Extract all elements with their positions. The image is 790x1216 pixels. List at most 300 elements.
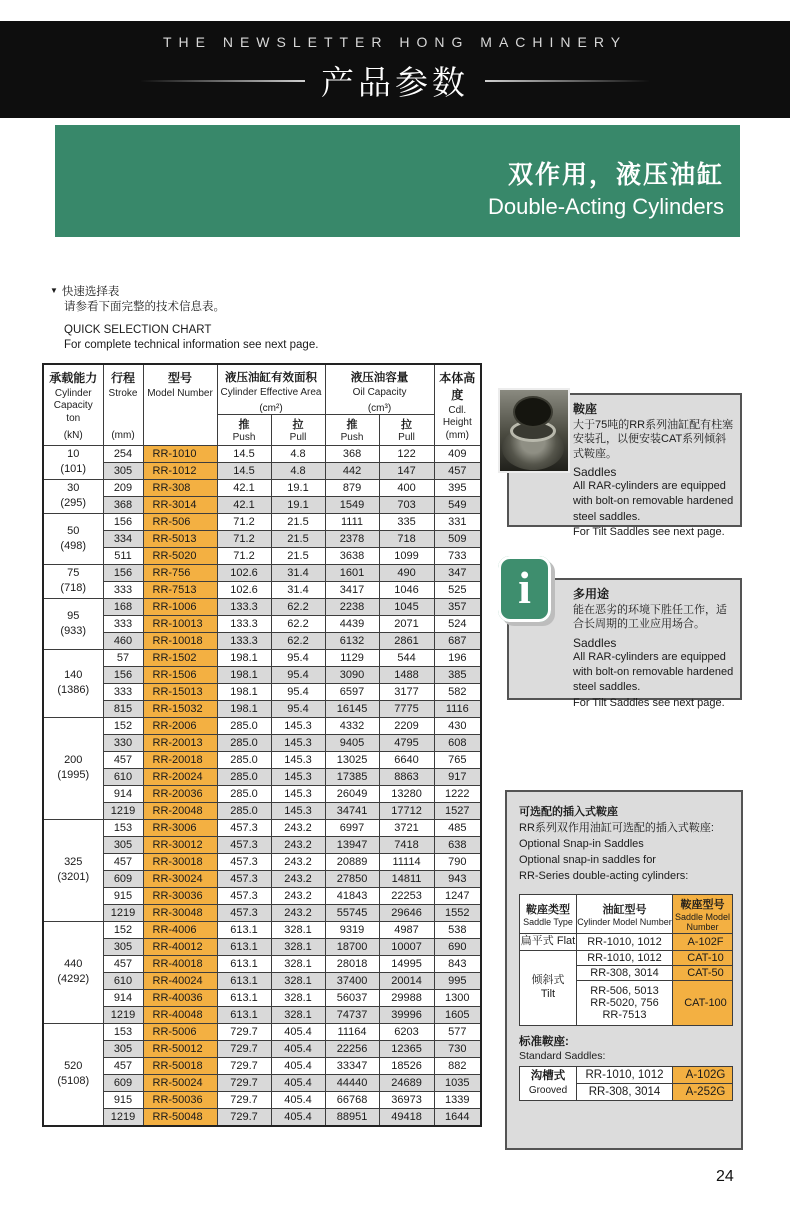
stroke-cell: 333	[103, 615, 143, 632]
oil-pull-cell: 1099	[379, 547, 434, 564]
saddle-type-cell: 倾斜式 Tilt	[520, 951, 577, 1026]
area-push-cell: 102.6	[217, 564, 271, 581]
height-cell: 524	[434, 615, 481, 632]
area-pull-cell: 19.1	[271, 479, 325, 496]
area-push-cell: 198.1	[217, 683, 271, 700]
area-push-cell: 457.3	[217, 853, 271, 870]
model-cell: RR-20018	[143, 751, 217, 768]
table-row	[43, 1006, 481, 1023]
area-push-cell: 729.7	[217, 1057, 271, 1074]
stroke-cell: 511	[103, 547, 143, 564]
oil-push-cell: 34741	[325, 802, 379, 819]
stroke-cell: 305	[103, 836, 143, 853]
area-push-cell: 198.1	[217, 700, 271, 717]
area-pull-cell: 21.5	[271, 547, 325, 564]
model-cell: RR-308	[143, 479, 217, 496]
area-push-cell: 457.3	[217, 836, 271, 853]
stroke-cell: 334	[103, 530, 143, 547]
model-cell: RR-5020	[143, 547, 217, 564]
oil-pull-cell: 14811	[379, 870, 434, 887]
area-push-cell: 285.0	[217, 717, 271, 734]
area-pull-cell: 145.3	[271, 717, 325, 734]
height-cell: 395	[434, 479, 481, 496]
cylinder-model-cell: RR-308, 3014	[577, 966, 673, 981]
model-cell: RR-20013	[143, 734, 217, 751]
table-row	[43, 887, 481, 904]
oil-pull-cell: 6640	[379, 751, 434, 768]
subheader-area-push: 推 Push	[217, 414, 271, 445]
oil-pull-cell: 7775	[379, 700, 434, 717]
height-cell: 733	[434, 547, 481, 564]
oil-pull-cell: 13280	[379, 785, 434, 802]
height-cell: 331	[434, 513, 481, 530]
model-cell: RR-10013	[143, 615, 217, 632]
oil-push-cell: 18700	[325, 938, 379, 955]
area-push-cell: 198.1	[217, 649, 271, 666]
table-row	[43, 1040, 481, 1057]
title-rule-right	[485, 80, 650, 82]
capacity-cell: 520 (5108)	[43, 1023, 103, 1126]
table-row	[43, 700, 481, 717]
stroke-cell: 609	[103, 870, 143, 887]
table-row	[43, 904, 481, 921]
area-pull-cell: 243.2	[271, 904, 325, 921]
height-cell: 1035	[434, 1074, 481, 1091]
height-cell: 917	[434, 768, 481, 785]
area-pull-cell: 95.4	[271, 649, 325, 666]
area-push-cell: 729.7	[217, 1091, 271, 1108]
oil-push-cell: 4439	[325, 615, 379, 632]
oil-push-cell: 17385	[325, 768, 379, 785]
stroke-cell: 330	[103, 734, 143, 751]
model-cell: RR-50024	[143, 1074, 217, 1091]
capacity-cell: 140 (1386)	[43, 649, 103, 717]
table-row	[43, 1091, 481, 1108]
oil-push-cell: 879	[325, 479, 379, 496]
col-header-height: 本体高度 Cdl. Height (mm)	[434, 364, 481, 445]
standard-saddles-table	[519, 1066, 733, 1101]
area-push-cell: 14.5	[217, 462, 271, 479]
stroke-cell: 254	[103, 445, 143, 462]
grooved-type-cell: 沟槽式 Grooved	[520, 1066, 577, 1100]
area-push-cell: 42.1	[217, 496, 271, 513]
oil-push-cell: 2238	[325, 598, 379, 615]
height-cell: 687	[434, 632, 481, 649]
stroke-cell: 156	[103, 666, 143, 683]
area-push-cell: 613.1	[217, 938, 271, 955]
stroke-cell: 333	[103, 683, 143, 700]
table-row	[43, 870, 481, 887]
oil-pull-cell: 544	[379, 649, 434, 666]
oil-pull-cell: 4795	[379, 734, 434, 751]
oil-push-cell: 3417	[325, 581, 379, 598]
oil-push-cell: 13947	[325, 836, 379, 853]
col-header-area: 液压油缸有效面积 Cylinder Effective Area (cm²)	[217, 364, 325, 414]
area-push-cell: 729.7	[217, 1040, 271, 1057]
saddle-table-row	[520, 951, 733, 966]
model-cell: RR-5006	[143, 1023, 217, 1040]
model-cell: RR-1010	[143, 445, 217, 462]
table-row	[43, 836, 481, 853]
saddle-type-cell: 扁平式 Flat	[520, 934, 577, 951]
info-en-title: Saddles	[573, 635, 617, 650]
title-rule-left	[140, 80, 305, 82]
table-row	[43, 921, 481, 938]
oil-push-cell: 6997	[325, 819, 379, 836]
area-push-cell: 42.1	[217, 479, 271, 496]
model-cell: RR-15032	[143, 700, 217, 717]
quick-selection-table	[42, 363, 482, 1127]
grooved-saddle-cell: A-252G	[673, 1083, 733, 1100]
area-pull-cell: 328.1	[271, 955, 325, 972]
standard-zh: 标准鞍座:	[519, 1036, 569, 1049]
table-row	[43, 547, 481, 564]
model-cell: RR-40024	[143, 972, 217, 989]
height-cell: 730	[434, 1040, 481, 1057]
page-number: 24	[716, 1168, 734, 1185]
oil-push-cell: 22256	[325, 1040, 379, 1057]
area-push-cell: 71.2	[217, 547, 271, 564]
area-pull-cell: 95.4	[271, 700, 325, 717]
area-pull-cell: 405.4	[271, 1091, 325, 1108]
intro-en-title: QUICK SELECTION CHART	[64, 323, 212, 336]
intro-block	[50, 285, 318, 353]
oil-pull-cell: 7418	[379, 836, 434, 853]
area-pull-cell: 145.3	[271, 785, 325, 802]
stroke-cell: 333	[103, 581, 143, 598]
model-cell: RR-20048	[143, 802, 217, 819]
oil-pull-cell: 2071	[379, 615, 434, 632]
capacity-cell: 325 (3201)	[43, 819, 103, 921]
oil-pull-cell: 10007	[379, 938, 434, 955]
area-push-cell: 613.1	[217, 921, 271, 938]
standard-en: Standard Saddles:	[519, 1050, 606, 1063]
saddle-model-cell: CAT-50	[673, 966, 733, 981]
area-pull-cell: 405.4	[271, 1108, 325, 1126]
oil-push-cell: 9319	[325, 921, 379, 938]
height-cell: 549	[434, 496, 481, 513]
area-pull-cell: 145.3	[271, 734, 325, 751]
capacity-cell: 75 (718)	[43, 564, 103, 598]
table-row	[43, 462, 481, 479]
table-row	[43, 768, 481, 785]
height-cell: 457	[434, 462, 481, 479]
stroke-cell: 914	[103, 785, 143, 802]
oil-pull-cell: 14995	[379, 955, 434, 972]
grooved-model-cell: RR-308, 3014	[577, 1083, 673, 1100]
area-pull-cell: 328.1	[271, 989, 325, 1006]
oil-push-cell: 9405	[325, 734, 379, 751]
saddle-photo-cap	[513, 396, 553, 428]
optional-saddles-panel	[505, 790, 743, 1150]
stroke-cell: 57	[103, 649, 143, 666]
table-row	[43, 989, 481, 1006]
grooved-table-row	[520, 1066, 733, 1083]
table-row	[43, 479, 481, 496]
table-row	[43, 802, 481, 819]
stroke-cell: 609	[103, 1074, 143, 1091]
table-row	[43, 751, 481, 768]
area-push-cell: 133.3	[217, 615, 271, 632]
height-cell: 1222	[434, 785, 481, 802]
model-cell: RR-20024	[143, 768, 217, 785]
oil-push-cell: 56037	[325, 989, 379, 1006]
triangle-marker-icon: ▼	[50, 286, 58, 295]
optional-en-line2: Optional snap-in saddles for	[519, 853, 656, 866]
model-cell: RR-30024	[143, 870, 217, 887]
area-pull-cell: 405.4	[271, 1057, 325, 1074]
area-pull-cell: 328.1	[271, 938, 325, 955]
height-cell: 882	[434, 1057, 481, 1074]
oil-push-cell: 1549	[325, 496, 379, 513]
area-push-cell: 285.0	[217, 802, 271, 819]
oil-push-cell: 3638	[325, 547, 379, 564]
optional-en-line3: RR-Series double-acting cylinders:	[519, 869, 689, 882]
saddles-en-body: All RAR-cylinders are equipped with bolt-on removable hardened steel saddles.	[573, 479, 734, 523]
area-pull-cell: 4.8	[271, 445, 325, 462]
area-pull-cell: 405.4	[271, 1040, 325, 1057]
oil-push-cell: 28018	[325, 955, 379, 972]
height-cell: 995	[434, 972, 481, 989]
oil-pull-cell: 17712	[379, 802, 434, 819]
subheader-oil-push: 推 Push	[325, 414, 379, 445]
newsletter-line: THE NEWSLETTER HONG MACHINERY	[162, 34, 628, 50]
model-cell: RR-15013	[143, 683, 217, 700]
area-pull-cell: 328.1	[271, 921, 325, 938]
height-cell: 525	[434, 581, 481, 598]
saddles-zh-text: 大于75吨的RR系列油缸配有柱塞安装孔，以便安装CAT系列倾斜式鞍座。	[573, 419, 734, 460]
stroke-cell: 1219	[103, 802, 143, 819]
saddle-col-type: 鞍座类型 Saddle Type	[520, 894, 577, 934]
oil-push-cell: 6597	[325, 683, 379, 700]
capacity-cell: 200 (1995)	[43, 717, 103, 819]
table-row	[43, 853, 481, 870]
area-pull-cell: 243.2	[271, 870, 325, 887]
stroke-cell: 368	[103, 496, 143, 513]
height-cell: 430	[434, 717, 481, 734]
optional-zh-line2: RR系列双作用油缸可选配的插入式鞍座:	[519, 821, 714, 834]
area-push-cell: 133.3	[217, 598, 271, 615]
oil-pull-cell: 703	[379, 496, 434, 513]
area-push-cell: 285.0	[217, 751, 271, 768]
area-pull-cell: 21.5	[271, 530, 325, 547]
model-cell: RR-30036	[143, 887, 217, 904]
stroke-cell: 152	[103, 921, 143, 938]
model-cell: RR-10018	[143, 632, 217, 649]
stroke-cell: 457	[103, 955, 143, 972]
area-push-cell: 71.2	[217, 530, 271, 547]
height-cell: 1339	[434, 1091, 481, 1108]
area-push-cell: 14.5	[217, 445, 271, 462]
banner-title-en: Double-Acting Cylinders	[488, 194, 724, 219]
oil-push-cell: 16145	[325, 700, 379, 717]
area-push-cell: 729.7	[217, 1074, 271, 1091]
model-cell: RR-7513	[143, 581, 217, 598]
table-row	[43, 598, 481, 615]
table-row	[43, 1108, 481, 1126]
area-pull-cell: 243.2	[271, 887, 325, 904]
saddle-col-model: 油缸型号 Cylinder Model Number	[577, 894, 673, 934]
oil-push-cell: 27850	[325, 870, 379, 887]
oil-push-cell: 11164	[325, 1023, 379, 1040]
oil-pull-cell: 12365	[379, 1040, 434, 1057]
stroke-cell: 305	[103, 1040, 143, 1057]
oil-pull-cell: 122	[379, 445, 434, 462]
grooved-saddle-cell: A-102G	[673, 1066, 733, 1083]
model-cell: RR-50018	[143, 1057, 217, 1074]
cylinder-model-cell: RR-506, 5013 RR-5020, 756 RR-7513	[577, 981, 673, 1026]
oil-push-cell: 37400	[325, 972, 379, 989]
oil-pull-cell: 29646	[379, 904, 434, 921]
stroke-cell: 914	[103, 989, 143, 1006]
area-push-cell: 729.7	[217, 1023, 271, 1040]
saddles-en-title: Saddles	[573, 464, 617, 479]
area-push-cell: 457.3	[217, 870, 271, 887]
area-pull-cell: 95.4	[271, 683, 325, 700]
oil-pull-cell: 20014	[379, 972, 434, 989]
area-pull-cell: 62.2	[271, 598, 325, 615]
stroke-cell: 152	[103, 717, 143, 734]
area-push-cell: 133.3	[217, 632, 271, 649]
table-row	[43, 445, 481, 462]
oil-pull-cell: 49418	[379, 1108, 434, 1126]
model-cell: RR-30048	[143, 904, 217, 921]
area-push-cell: 285.0	[217, 768, 271, 785]
model-cell: RR-30012	[143, 836, 217, 853]
model-cell: RR-40048	[143, 1006, 217, 1023]
model-cell: RR-3014	[143, 496, 217, 513]
table-row	[43, 955, 481, 972]
height-cell: 1552	[434, 904, 481, 921]
table-row	[43, 785, 481, 802]
oil-push-cell: 3090	[325, 666, 379, 683]
height-cell: 690	[434, 938, 481, 955]
saddle-selection-table	[519, 894, 733, 1026]
oil-pull-cell: 3721	[379, 819, 434, 836]
height-cell: 1300	[434, 989, 481, 1006]
table-row	[43, 938, 481, 955]
cylinder-model-cell: RR-1010, 1012	[577, 934, 673, 951]
model-cell: RR-1006	[143, 598, 217, 615]
area-pull-cell: 243.2	[271, 819, 325, 836]
oil-pull-cell: 4987	[379, 921, 434, 938]
area-push-cell: 285.0	[217, 785, 271, 802]
table-row	[43, 734, 481, 751]
stroke-cell: 457	[103, 1057, 143, 1074]
oil-push-cell: 66768	[325, 1091, 379, 1108]
model-cell: RR-40036	[143, 989, 217, 1006]
height-cell: 943	[434, 870, 481, 887]
masthead-title-row	[0, 57, 790, 104]
info-icon-glyph: i	[518, 562, 531, 613]
model-cell: RR-756	[143, 564, 217, 581]
table-row	[43, 1057, 481, 1074]
area-pull-cell: 95.4	[271, 666, 325, 683]
col-header-model: 型号 Model Number	[143, 364, 217, 445]
area-push-cell: 613.1	[217, 1006, 271, 1023]
height-cell: 385	[434, 666, 481, 683]
oil-push-cell: 6132	[325, 632, 379, 649]
model-cell: RR-1012	[143, 462, 217, 479]
oil-push-cell: 1111	[325, 513, 379, 530]
height-cell: 790	[434, 853, 481, 870]
oil-pull-cell: 718	[379, 530, 434, 547]
table-row	[43, 666, 481, 683]
table-row	[43, 632, 481, 649]
area-pull-cell: 62.2	[271, 632, 325, 649]
oil-pull-cell: 1045	[379, 598, 434, 615]
saddle-table-row	[520, 934, 733, 951]
area-push-cell: 457.3	[217, 904, 271, 921]
model-cell: RR-40012	[143, 938, 217, 955]
height-cell: 638	[434, 836, 481, 853]
height-cell: 765	[434, 751, 481, 768]
area-pull-cell: 4.8	[271, 462, 325, 479]
model-cell: RR-5013	[143, 530, 217, 547]
oil-pull-cell: 39996	[379, 1006, 434, 1023]
stroke-cell: 305	[103, 462, 143, 479]
area-pull-cell: 19.1	[271, 496, 325, 513]
area-pull-cell: 328.1	[271, 1006, 325, 1023]
oil-pull-cell: 2209	[379, 717, 434, 734]
oil-pull-cell: 1046	[379, 581, 434, 598]
intro-zh-subtitle: 请参看下面完整的技术信息表。	[64, 300, 225, 313]
height-cell: 509	[434, 530, 481, 547]
optional-zh-line1: 可选配的插入式鞍座	[519, 806, 618, 818]
area-pull-cell: 405.4	[271, 1074, 325, 1091]
oil-push-cell: 88951	[325, 1108, 379, 1126]
stroke-cell: 915	[103, 1091, 143, 1108]
stroke-cell: 915	[103, 887, 143, 904]
model-cell: RR-506	[143, 513, 217, 530]
table-row	[43, 1074, 481, 1091]
oil-pull-cell: 29988	[379, 989, 434, 1006]
oil-pull-cell: 6203	[379, 1023, 434, 1040]
table-row	[43, 649, 481, 666]
grooved-model-cell: RR-1010, 1012	[577, 1066, 673, 1083]
height-cell: 538	[434, 921, 481, 938]
height-cell: 1116	[434, 700, 481, 717]
stroke-cell: 457	[103, 853, 143, 870]
model-cell: RR-3006	[143, 819, 217, 836]
area-pull-cell: 328.1	[271, 972, 325, 989]
height-cell: 357	[434, 598, 481, 615]
cylinder-model-cell: RR-1010, 1012	[577, 951, 673, 966]
oil-pull-cell: 22253	[379, 887, 434, 904]
area-push-cell: 729.7	[217, 1108, 271, 1126]
area-pull-cell: 243.2	[271, 836, 325, 853]
stroke-cell: 153	[103, 1023, 143, 1040]
intro-en-subtitle: For complete technical information see next page.	[64, 338, 319, 351]
stroke-cell: 610	[103, 972, 143, 989]
col-header-oil: 液压油容量 Oil Capacity (cm³)	[325, 364, 434, 414]
table-row	[43, 683, 481, 700]
area-pull-cell: 145.3	[271, 751, 325, 768]
model-cell: RR-2006	[143, 717, 217, 734]
table-row	[43, 496, 481, 513]
area-pull-cell: 145.3	[271, 768, 325, 785]
col-header-stroke: 行程 Stroke (mm)	[103, 364, 143, 445]
height-cell: 577	[434, 1023, 481, 1040]
table-row	[43, 717, 481, 734]
table-row	[43, 819, 481, 836]
standard-saddles-label	[519, 1035, 731, 1064]
area-push-cell: 613.1	[217, 989, 271, 1006]
info-zh-text: 能在恶劣的环境下胜任工作，适合长周期的工业应用场合。	[573, 604, 727, 631]
banner-title-zh: 双作用，液压油缸	[507, 161, 724, 189]
oil-push-cell: 74737	[325, 1006, 379, 1023]
stroke-cell: 305	[103, 938, 143, 955]
